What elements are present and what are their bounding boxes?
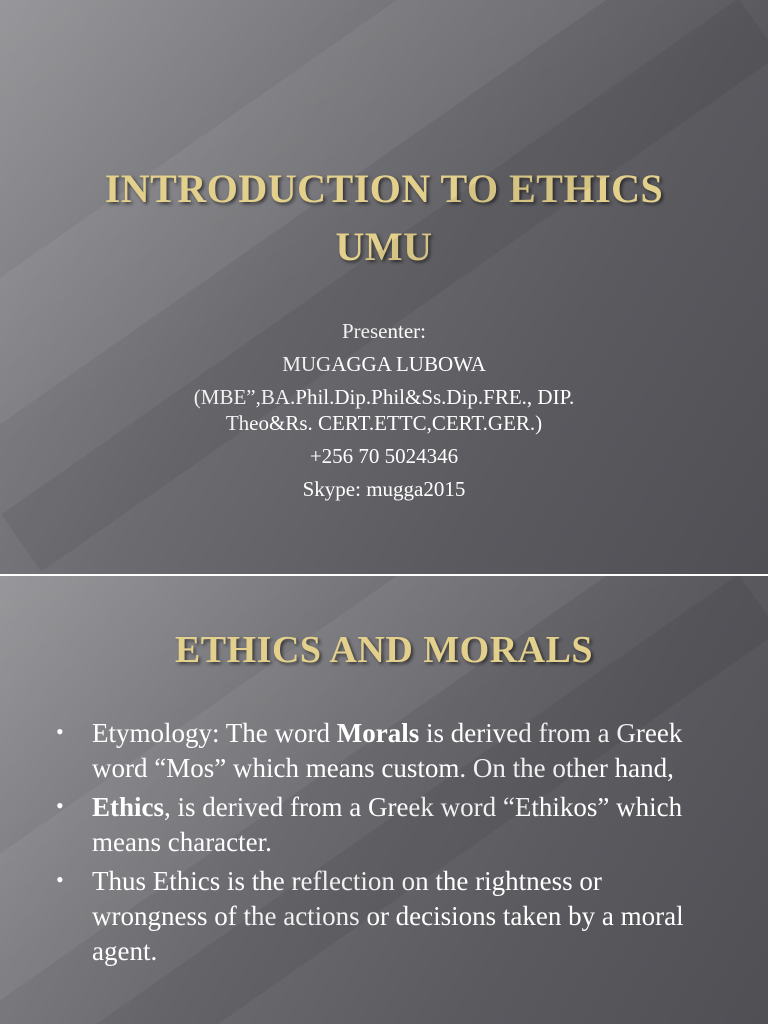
bullet-text-bold: Ethics: [92, 792, 165, 822]
presenter-name: MUGAGGA LUBOWA: [282, 352, 486, 376]
presenter-credentials-line-1: (MBE”,BA.Phil.Dip.Phil&Ss.Dip.FRE., DIP.: [193, 385, 575, 409]
bullet-icon: •: [56, 867, 64, 892]
bullet-text-post: is derived from a Greek word “Mos” which means custom. On the other hand,: [92, 718, 683, 783]
title-line-2: UMU: [335, 224, 433, 269]
title-line-1: INTRODUCTION TO ETHICS: [104, 166, 664, 211]
bullet-icon: •: [56, 793, 64, 818]
bullet-item: [56, 864, 724, 969]
bullet-item: [56, 790, 724, 860]
bullet-list: [56, 716, 724, 973]
presenter-skype: Skype: mugga2015: [302, 477, 466, 501]
bullet-icon: •: [56, 719, 64, 744]
presentation-title: [30, 160, 738, 276]
bullet-text-pre: Etymology: The word: [92, 718, 337, 748]
presenter-info: [90, 318, 678, 509]
slide-title: ETHICS AND MORALS: [174, 629, 594, 671]
presenter-label: Presenter:: [342, 319, 426, 343]
presenter-phone: +256 70 5024346: [309, 444, 459, 468]
bullet-item: [56, 716, 724, 786]
bullet-text-bold: Morals: [336, 718, 420, 748]
content-slide: [0, 576, 768, 1024]
presenter-credentials-line-2: Theo&Rs. CERT.ETTC,CERT.GER.): [225, 411, 543, 435]
bullet-text-pre: Thus Ethics is the reflection on the rightness or wrongness of the actions or decisions taken by a moral agent.: [92, 866, 684, 966]
bullet-text-post: , is derived from a Greek word “Ethikos” which means character.: [92, 792, 683, 857]
